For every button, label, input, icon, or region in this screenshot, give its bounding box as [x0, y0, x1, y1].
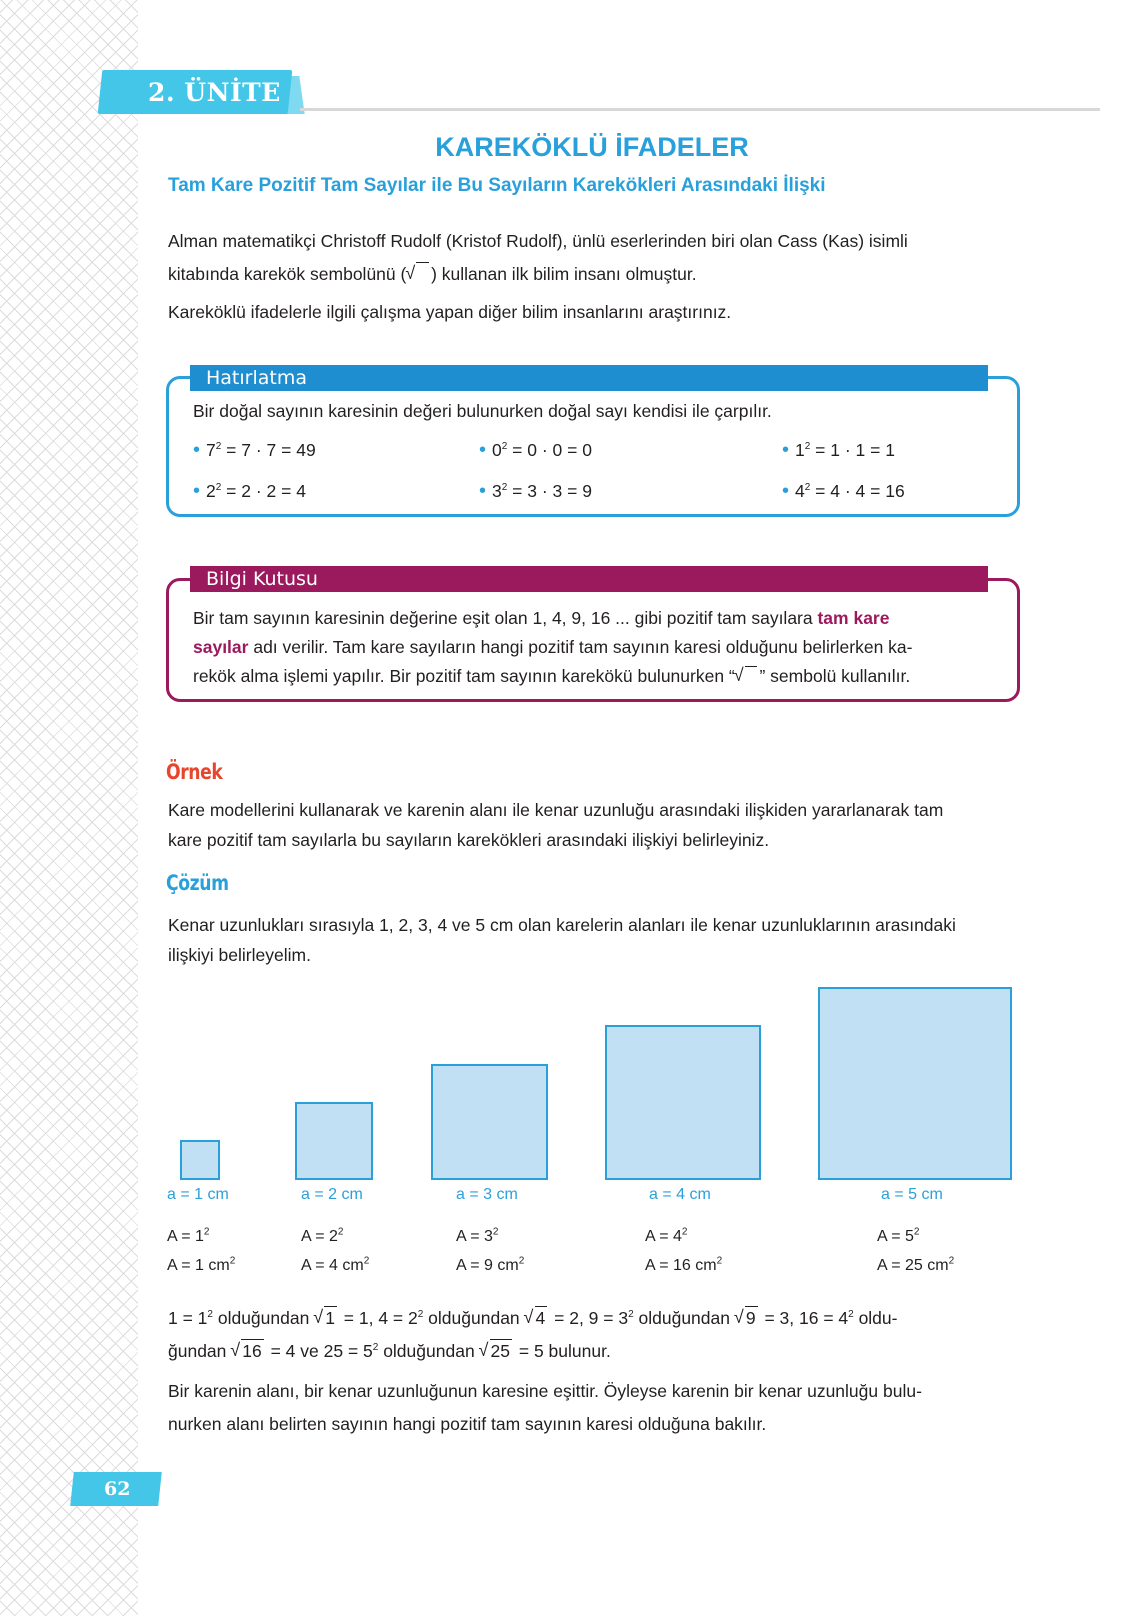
- sqrt-icon: √ 16: [231, 1335, 261, 1368]
- square-side-4: [605, 1025, 761, 1180]
- sqrt-icon: √ 1: [314, 1302, 335, 1335]
- side-label: a = 1 cm: [167, 1186, 229, 1203]
- intro-line-3: Kareköklü ifadelerle ilgili çalışma yapan diğer bilim insanlarını araştırınız.: [168, 302, 732, 322]
- ornek-text: Kare modellerini kullanarak ve karenin alanı ile kenar uzunluğu arasındaki ilişkiden yararlanarak tam kare pozitif tam sayılarla bu sayıların karekökleri arasındaki ilişkiyi belirleyiniz.: [168, 800, 944, 850]
- bilgi-text: Bir tam sayının karesinin değerine eşit olan 1, 4, 9, 16 ... gibi pozitif tam sayılara tam kare sayılar adı verilir. Tam kare sayıların hangi pozitif tam sayının karesi olduğunu belirlerken ka- rekök alma işlemi yapılır. Bir pozitif tam sayının karekökü bulunurken “√ ” sembolü kullanılır.: [193, 604, 993, 691]
- hatirlatma-item: • $1^2 = 1 \cdot 1 = 1$: [782, 439, 895, 461]
- top-rule: [300, 108, 1100, 111]
- side-label: a = 5 cm: [881, 1186, 943, 1203]
- hatirlatma-text: Bir doğal sayının karesinin değeri bulunurken doğal sayı kendisi ile çarpılır.: [193, 401, 772, 421]
- area-power-label: $A = 5^2$: [877, 1226, 920, 1245]
- area-power-label: $A = 2^2$: [301, 1226, 344, 1245]
- result-paragraph: $1 = 1^2$ olduğundan √ 1 = 1, $4 = 2^2$ olduğundan √ 4 = 2, $9 = 3^2$ olduğundan √ 9 = 3, $16 = 4^2$ oldu- ğundan √ 16 = 4 ve $25 = 5^2$ olduğundan √ 25 = 5 bulunur.: [168, 1302, 1018, 1368]
- bilgi-heading: Bilgi Kutusu: [190, 566, 988, 592]
- sqrt-symbol-icon: [735, 662, 756, 691]
- area-power-label: $A = 3^2$: [456, 1226, 499, 1245]
- hatirlatma-item: • $3^2 = 3 \cdot 3 = 9$: [479, 480, 592, 502]
- hatirlatma-item: • $0^2 = 0 \cdot 0 = 0$: [479, 439, 592, 461]
- hatirlatma-item: • $4^2 = 4 \cdot 4 = 16$: [782, 480, 905, 502]
- square-side-2: [295, 1102, 373, 1180]
- ornek-heading: Örnek: [166, 760, 223, 784]
- hatirlatma-heading: Hatırlatma: [190, 365, 988, 391]
- area-value-label: A = 1 $cm^2$: [167, 1255, 236, 1274]
- side-label: a = 2 cm: [301, 1186, 363, 1203]
- square-side-5: [818, 987, 1012, 1180]
- cozum-text: Kenar uzunlukları sırasıyla 1, 2, 3, 4 ve 5 cm olan karelerin alanları ile kenar uzunluklarının arasındaki ilişkiyi belirleyelim.: [168, 915, 956, 965]
- intro-paragraph: [168, 225, 1018, 291]
- sqrt-symbol-icon: [406, 258, 427, 291]
- sqrt-icon: √ 9: [735, 1302, 756, 1335]
- unit-label: 2. ÜNİTE: [148, 78, 281, 107]
- page-number-tab: [72, 1472, 162, 1508]
- sqrt-icon: √ 25: [480, 1335, 510, 1368]
- side-label: a = 3 cm: [456, 1186, 518, 1203]
- sqrt-icon: √ 4: [525, 1302, 546, 1335]
- page-title: KAREKÖKLÜ İFADELER: [435, 132, 749, 162]
- area-value-label: A = 25 $cm^2$: [877, 1255, 955, 1274]
- side-pattern: [0, 0, 138, 1616]
- page-subtitle: Tam Kare Pozitif Tam Sayılar ile Bu Sayıların Karekökleri Arasındaki İlişki: [168, 175, 826, 196]
- area-value-label: A = 4 $cm^2$: [301, 1255, 370, 1274]
- cozum-heading: Çözüm: [166, 871, 229, 895]
- intro-line-2: kitabında karekök sembolünü (√ ) kullanan ilk bilim insanı olmuştur.: [168, 258, 1018, 291]
- square-side-1: [180, 1140, 220, 1180]
- page-number: 62: [104, 1478, 131, 1500]
- hatirlatma-item: • $2^2 = 2 \cdot 2 = 4$: [193, 480, 306, 502]
- intro-line-1: Alman matematikçi Christoff Rudolf (Kristof Rudolf), ünlü eserlerinden biri olan Cass (Kas) isimli: [168, 231, 908, 251]
- area-value-label: A = 9 $cm^2$: [456, 1255, 525, 1274]
- side-label: a = 4 cm: [649, 1186, 711, 1203]
- area-power-label: $A = 4^2$: [645, 1226, 688, 1245]
- area-value-label: A = 16 $cm^2$: [645, 1255, 723, 1274]
- area-power-label: $A = 1^2$: [167, 1226, 210, 1245]
- closing-paragraph: Bir karenin alanı, bir kenar uzunluğunun karesine eşittir. Öyleyse karenin bir kenar uzunluğu bulu- nurken alanı belirten sayının hangi pozitif tam sayının karesi olduğuna bakılır.: [168, 1381, 922, 1434]
- square-side-3: [431, 1064, 548, 1180]
- unit-tab: [100, 70, 300, 114]
- hatirlatma-item: • $7^2 = 7 \cdot 7 = 49$: [193, 439, 316, 461]
